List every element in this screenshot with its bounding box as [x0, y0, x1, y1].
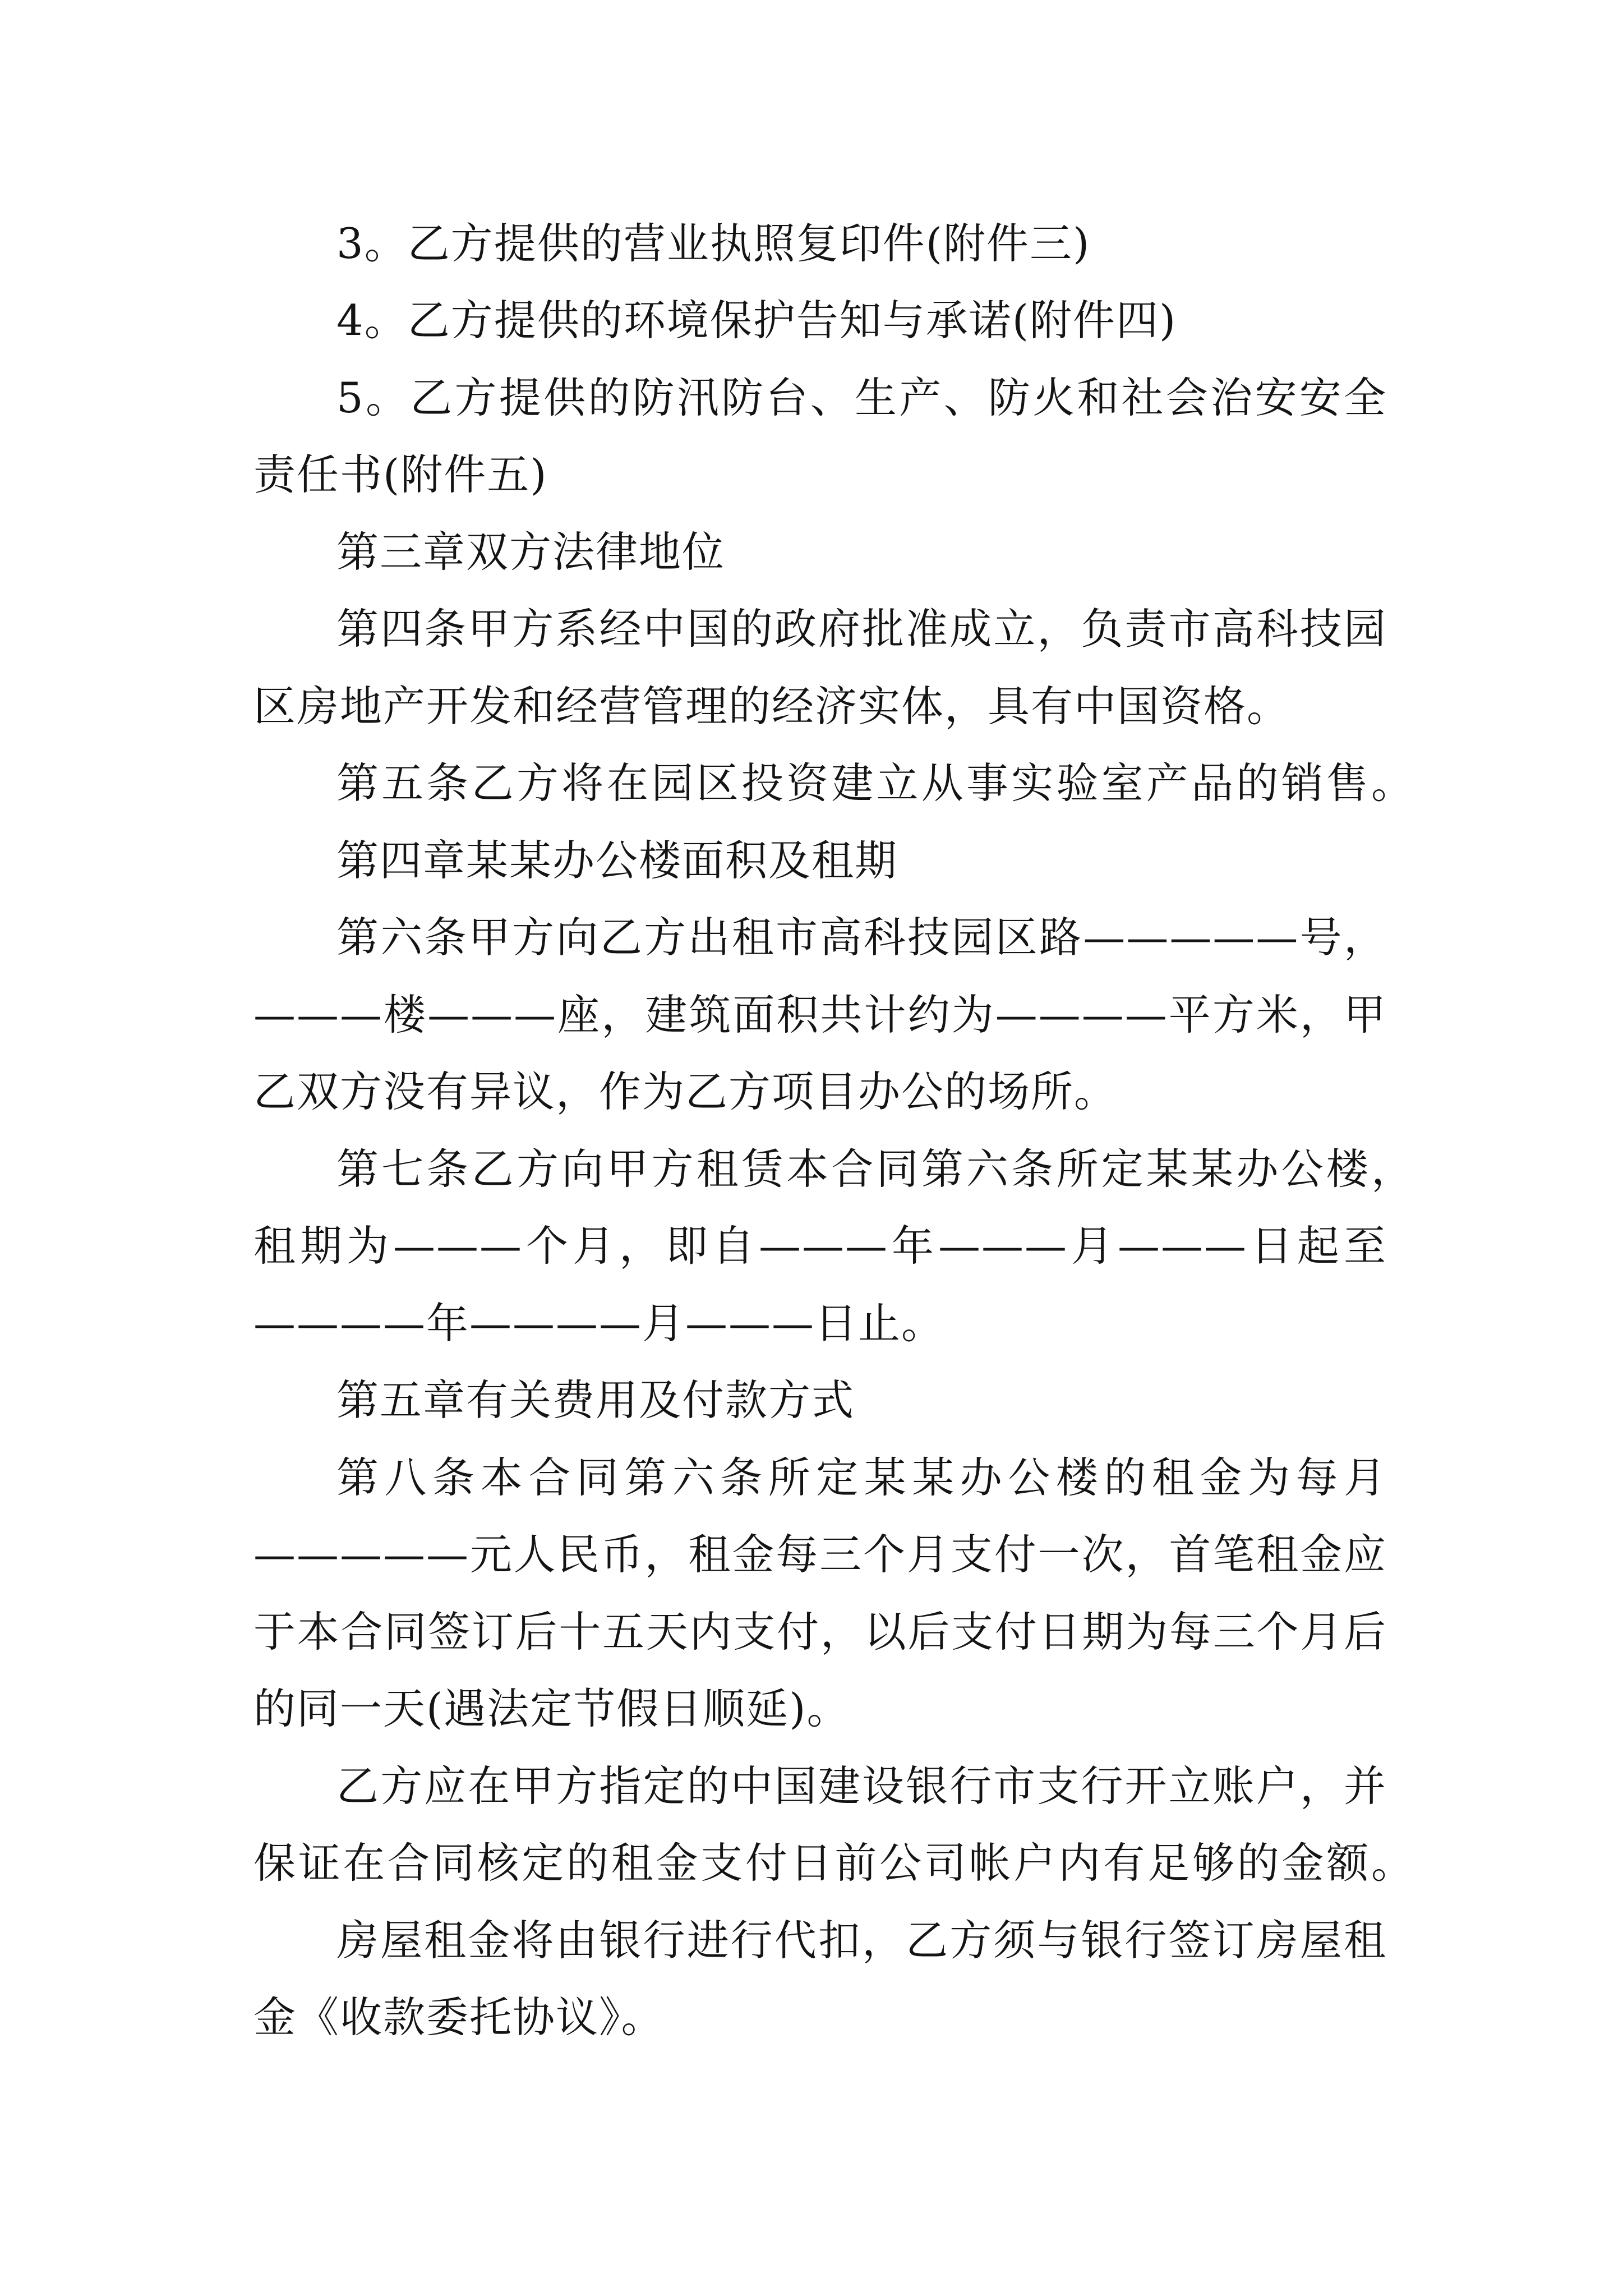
article-7-line-1: 第七条乙方向甲方租赁本合同第六条所定某某办公楼，: [336, 1144, 1414, 1194]
attachment-item-5-line-1: 5。乙方提供的防汛防台、生产、防火和社会治安安全: [336, 373, 1387, 422]
article-7-line-2: 租期为———个月，即自———年———月———日起至: [253, 1221, 1387, 1271]
article-6-line-2: ———楼———座，建筑面积共计约为————平方米，甲: [253, 990, 1387, 1039]
article-6-line-1: 第六条甲方向乙方出租市高科技园区路—————号，: [336, 913, 1387, 962]
attachment-item-5-line-2: 责任书(附件五): [253, 450, 548, 499]
article-6-line-3: 乙双方没有异议，作为乙方项目办公的场所。: [253, 1067, 1118, 1116]
attachment-item-3: 3。乙方提供的营业执照复印件(附件三): [336, 219, 1091, 268]
chapter-3-heading: 第三章双方法律地位: [336, 527, 726, 577]
bank-account-line-1: 乙方应在甲方指定的中国建设银行市支行开立账户，并: [336, 1761, 1387, 1811]
article-4-line-1: 第四条甲方系经中国的政府批准成立，负责市高科技园: [336, 604, 1387, 654]
chapter-5-heading: 第五章有关费用及付款方式: [336, 1375, 855, 1425]
attachment-item-4: 4。乙方提供的环境保护告知与承诺(附件四): [336, 296, 1177, 345]
article-4-line-2: 区房地产开发和经营管理的经济实体，具有中国资格。: [253, 682, 1290, 731]
article-8-line-3: 于本合同签订后十五天内支付，以后支付日期为每三个月后: [253, 1607, 1387, 1657]
article-5-line-1: 第五条乙方将在园区投资建立从事实验室产品的销售。: [336, 758, 1414, 808]
article-7-line-3: ————年————月———日止。: [253, 1299, 945, 1348]
article-8-line-2: —————元人民币，租金每三个月支付一次，首笔租金应: [253, 1530, 1387, 1579]
chapter-4-heading: 第四章某某办公楼面积及租期: [336, 836, 898, 885]
rent-deduction-line-1: 房屋租金将由银行进行代扣，乙方须与银行签订房屋租: [336, 1916, 1387, 1965]
article-8-line-4: 的同一天(遇法定节假日顺延)。: [253, 1684, 850, 1733]
article-8-line-1: 第八条本合同第六条所定某某办公楼的租金为每月: [336, 1453, 1387, 1502]
bank-account-line-2: 保证在合同核定的租金支付日前公司帐户内有足够的金额。: [253, 1838, 1414, 1888]
rent-deduction-line-2: 金《收款委托协议》。: [253, 1993, 665, 2042]
